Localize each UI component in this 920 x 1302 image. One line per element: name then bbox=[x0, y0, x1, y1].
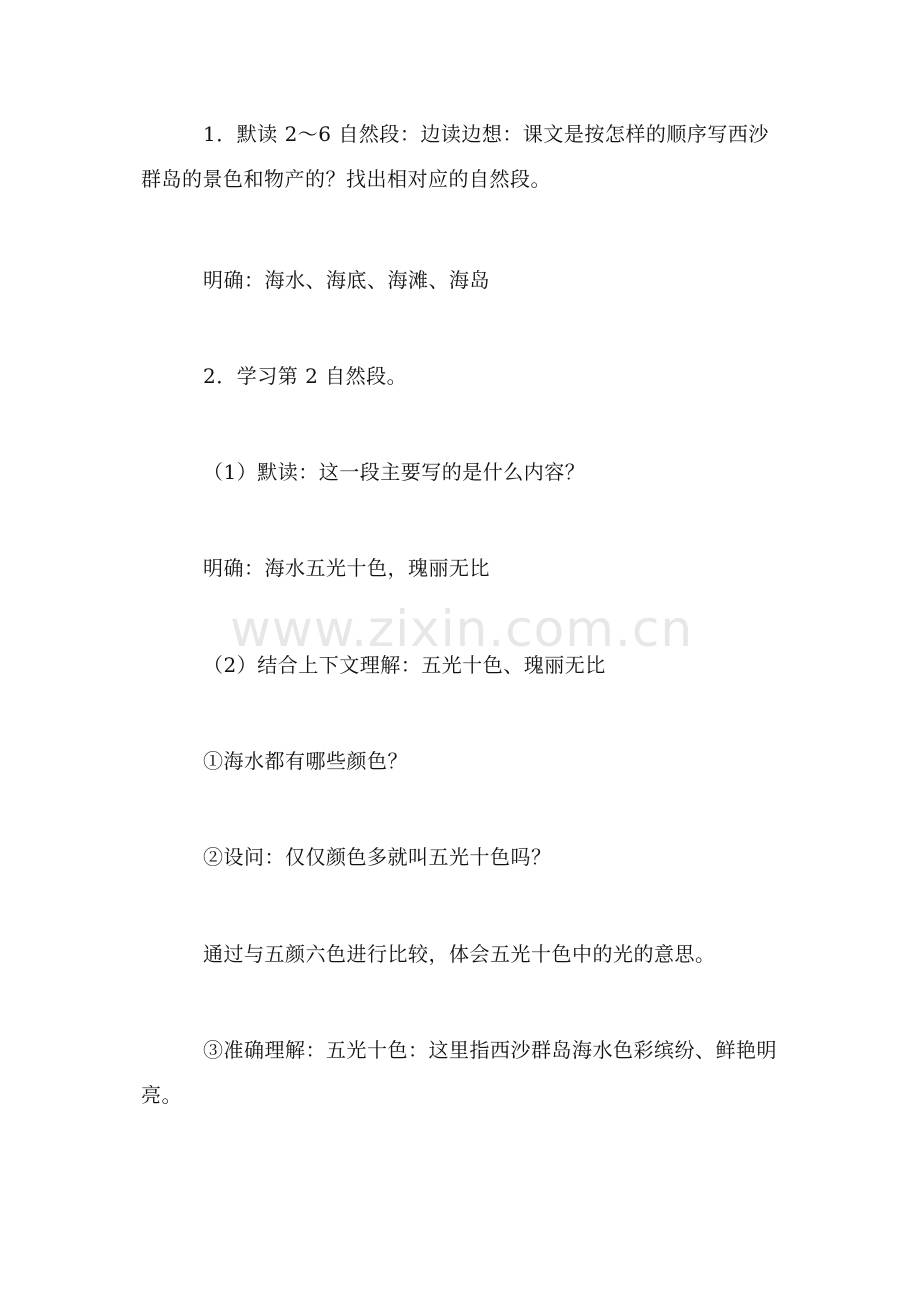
paragraph-5: 明确：海水五光十色，瑰丽无比 bbox=[203, 556, 490, 580]
paragraph-4: （1）默读：这一段主要写的是什么内容？ bbox=[203, 460, 586, 484]
paragraph-8: ②设问：仅仅颜色多就叫五光十色吗？ bbox=[203, 845, 552, 869]
paragraph-2: 明确：海水、海底、海滩、海岛 bbox=[203, 268, 490, 292]
paragraph-9: 通过与五颜六色进行比较，体会五光十色中的光的意思。 bbox=[203, 942, 716, 966]
paragraph-3: 2．学习第 2 自然段。 bbox=[203, 364, 408, 388]
paragraph-1: 1．默读 2～6 自然段：边读边想：课文是按怎样的顺序写西沙群岛的景色和物产的？找出相对应的自然段。 bbox=[141, 122, 769, 191]
paragraph-6: （2）结合上下文理解：五光十色、瑰丽无比 bbox=[203, 653, 606, 677]
watermark: www.zixin.com.cn bbox=[230, 600, 694, 658]
paragraph-7: ①海水都有哪些颜色？ bbox=[203, 749, 408, 773]
paragraph-10: ③准确理解：五光十色：这里指西沙群岛海水色彩缤纷、鲜艳明亮。 bbox=[141, 1038, 777, 1107]
